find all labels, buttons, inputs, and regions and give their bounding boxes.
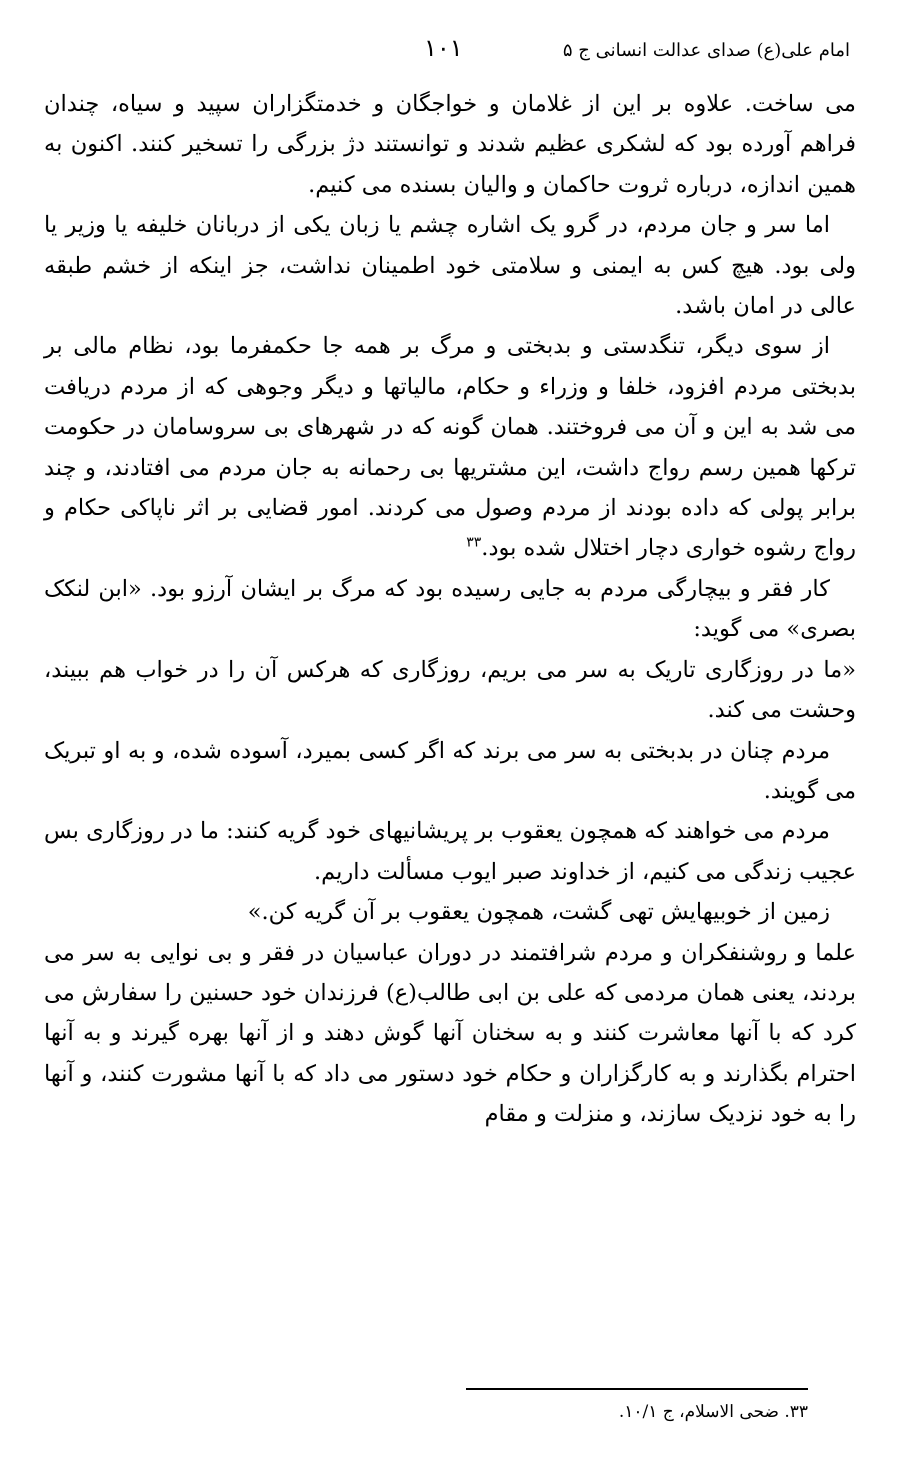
footnote: ۳۳. ضحی الاسلام، ج ۱۰/۱.	[618, 1402, 808, 1422]
document-page	[44, 30, 856, 1479]
quote-paragraph: «ما در روزگاری تاریک به سر می بریم، روزگاری که هرکس آن را در خواب هم ببیند، وحشت می کند.	[44, 656, 856, 724]
footnote-reference[interactable]: ۳۳	[466, 534, 482, 551]
paragraph: می ساخت. علاوه بر این از غلامان و خواجگان و خدمتگزاران سپید و سیاه، چندان فراهم آورده بود که لشکری عظیم شدند و توانستند دژ بزرگی را تسخیر کنند. اکنون به همین اندازه، درباره ثروت حاکمان و والیان بسنده می کنیم.	[44, 91, 856, 198]
page-header	[44, 30, 856, 84]
paragraph	[44, 326, 856, 568]
paragraph: اما سر و جان مردم، در گرو یک اشاره چشم یا زبان یکی از دربانان خلیفه یا وزیر یا ولی بود. هیچ کس به ایمنی و سلامتی خود اطمینان نداشت، جز اینکه از خشم طبقه عالی در امان باشد.	[44, 212, 856, 320]
page-number: ۱۰۱	[424, 34, 463, 62]
paragraph: علما و روشنفکران و مردم شرافتمند در دوران عباسیان در فقر و بی نوایی به سر می بردند، یعنی همان مردمی که علی بن ابی طالب(ع) فرزندان خود حسنین را سفارش می کرد که با آنها معاشرت کنند و به سخنان آنها گوش دهند و از آنها بهره گیرند و به آنها احترام بگذارند و به کارگزاران و حکام خود دستور می داد که با آنها مشورت کنند، و آنها را به خود نزدیک سازند، و منزلت و مقام	[44, 939, 856, 1128]
quote-paragraph: مردم چنان در بدبختی به سر می برند که اگر کسی بمیرد، آسوده شده، و به او تبریک می گویند.	[44, 737, 856, 804]
quote-paragraph: مردم می خواهند که همچون یعقوب بر پریشانیهای خود گریه کنند: ما در روزگاری بس عجیب زندگی می کنیم، از خداوند صبر ایوب مسألت داریم.	[44, 818, 856, 885]
paragraph: کار فقر و بیچارگی مردم به جایی رسیده بود که مرگ بر ایشان آرزو بود. «ابن لنکک بصری» می گوید:	[44, 575, 856, 643]
quote-paragraph: زمین از خوبیهایش تهی گشت، همچون یعقوب بر آن گریه کن.»	[247, 899, 830, 926]
footnote-divider	[466, 1388, 808, 1390]
running-title: امام علی(ع) صدای عدالت انسانی ج ۵	[562, 40, 850, 61]
paragraph-text: از سوی دیگر، تنگدستی و بدبختی و مرگ بر همه جا حکمفرما بود، نظام مالی بر بدبختی مردم افزود، خلفا و وزراء و حکام، مالیاتها و دیگر وجوهی که از مردم دریافت می شد به این و آن می فروختند. همان گونه که در شهرهای بی سروسامان در حکومت ترکها همین رسم رواج داشت، این مشتریها بی رحمانه به جان مردم می افتادند، و چند برابر پولی که داده بودند از مردم وصول می کردند. امور قضایی بر اثر ناپاکی حکام و رواج رشوه خواری دچار اختلال شده بود.	[44, 333, 856, 562]
body-text	[44, 84, 856, 1135]
